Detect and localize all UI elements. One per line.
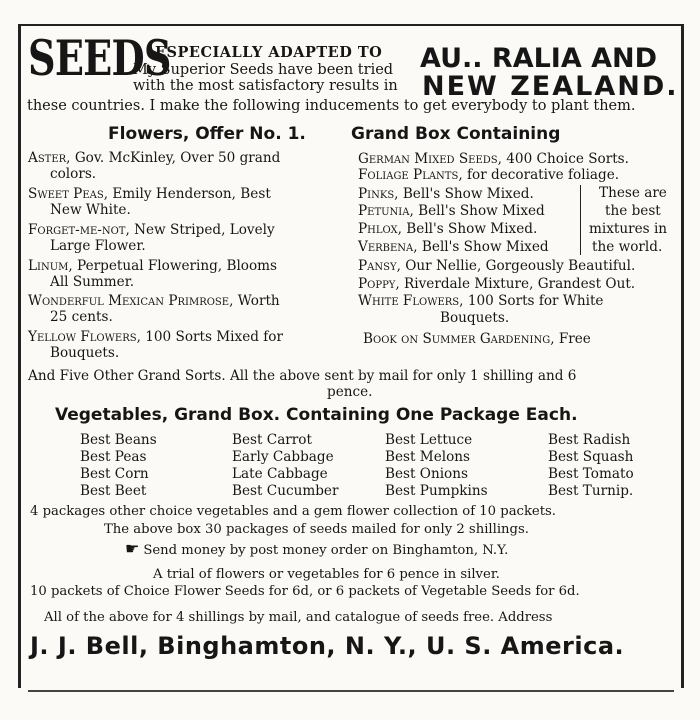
veg-item: Best Corn [80, 466, 149, 482]
grand-box-item-cont: Bouquets. [440, 310, 510, 326]
best-note-line: the world. [592, 239, 663, 255]
flower-item: Forget-me-not, New Striped, Lovely [28, 222, 275, 238]
grand-box-heading: Grand Box Containing [351, 124, 561, 144]
above-box-line: The above box 30 packages of seeds mailed for only 2 shillings. [104, 522, 529, 537]
veg-item: Best Beans [80, 432, 157, 448]
flower-item-cont: Bouquets. [50, 345, 120, 361]
veg-item: Best Squash [548, 449, 634, 465]
satisfactory-line: with the most satisfactory results in [133, 78, 398, 94]
veg-column-2 [232, 432, 338, 500]
veg-item: Best Peas [80, 449, 147, 465]
flower-item: Aster, Gov. McKinley, Over 50 grand [28, 150, 281, 166]
send-money-line: ☛ Send money by post money order on Binghamton, N.Y. [125, 539, 509, 558]
flower-item: Wonderful Mexican Primrose, Worth [28, 293, 280, 309]
veg-item: Best Pumpkins [385, 483, 488, 499]
flower-item-cont: New White. [50, 202, 131, 218]
veg-item: Best Cucumber [232, 483, 339, 499]
veg-item: Best Tomato [548, 466, 634, 482]
bottom-rule [28, 690, 674, 692]
flower-item: Sweet Peas, Emily Henderson, Best [28, 186, 271, 202]
veg-column-3 [385, 432, 488, 500]
grand-box-item: Petunia, Bell's Show Mixed [358, 203, 545, 219]
grand-box-item: Poppy, Riverdale Mixture, Grandest Out. [358, 276, 636, 292]
veg-column-4 [548, 432, 634, 500]
grand-box-item: Pansy, Our Nellie, Gorgeously Beautiful. [358, 258, 636, 274]
all-above-line: All of the above for 4 shillings by mail, and catalogue of seeds free. Address [44, 610, 553, 625]
flower-item: Yellow Flowers, 100 Sorts Mixed for [28, 329, 283, 345]
australia-heading: AU.. RALIA AND [420, 43, 658, 74]
especially-adapted: ESPECIALLY ADAPTED TO [155, 44, 383, 61]
flower-item-cont: All Summer. [50, 274, 135, 290]
grand-box-item: Verbena, Bell's Show Mixed [358, 239, 549, 255]
veg-item: Best Turnip. [548, 483, 634, 499]
superior-seeds-line: My Superior Seeds have been tried [133, 62, 394, 78]
best-note-line: mixtures in [589, 221, 668, 237]
grand-box-item: German Mixed Seeds, 400 Choice Sorts. [358, 151, 629, 167]
flower-item-cont: colors. [50, 166, 97, 182]
countries-line: these countries. I make the following inducements to get everybody to plant them. [27, 98, 636, 114]
and-five-line-cont: pence. [327, 384, 373, 400]
trial-line: A trial of flowers or vegetables for 6 pence in silver. [153, 567, 500, 582]
flower-item: Linum, Perpetual Flowering, Blooms [28, 258, 278, 274]
best-note-line: the best [605, 203, 661, 219]
veg-item: Best Radish [548, 432, 631, 448]
ten-packets-line: 10 packets of Choice Flower Seeds for 6d, or 6 packets of Vegetable Seeds for 6d. [30, 584, 580, 599]
veg-item: Early Cabbage [232, 449, 334, 465]
veg-item: Best Melons [385, 449, 471, 465]
pointing-hand-icon: ☛ [125, 539, 140, 558]
address-line: J. J. Bell, Binghamton, N. Y., U. S. America. [30, 632, 625, 660]
grand-box-item: White Flowers, 100 Sorts for White [358, 293, 604, 309]
grand-box-item: Foliage Plants, for decorative foliage. [358, 167, 620, 183]
grand-box-item: Pinks, Bell's Show Mixed. [358, 186, 534, 202]
vegetables-heading: Vegetables, Grand Box. Containing One Package Each. [55, 405, 578, 425]
flower-item-cont: 25 cents. [50, 309, 113, 325]
new-zealand-heading: NEW ZEALAND. [422, 71, 679, 102]
and-five-line: And Five Other Grand Sorts. All the above sent by mail for only 1 shilling and 6 [28, 368, 577, 384]
packages-line: 4 packages other choice vegetables and a gem flower collection of 10 packets. [30, 504, 556, 519]
veg-item: Best Onions [385, 466, 468, 482]
best-note-line: These are [599, 185, 667, 201]
grand-box-item: Phlox, Bell's Show Mixed. [358, 221, 538, 237]
brace-divider [580, 185, 581, 255]
seeds-title: SEEDS [28, 29, 171, 87]
flower-item-cont: Large Flower. [50, 238, 146, 254]
grand-box-item: Book on Summer Gardening, Free [363, 331, 591, 347]
veg-item: Best Beet [80, 483, 147, 499]
flowers-offer-heading: Flowers, Offer No. 1. [108, 124, 306, 144]
veg-item: Best Lettuce [385, 432, 473, 448]
veg-column-1 [80, 432, 157, 500]
veg-item: Late Cabbage [232, 466, 328, 482]
veg-item: Best Carrot [232, 432, 312, 448]
